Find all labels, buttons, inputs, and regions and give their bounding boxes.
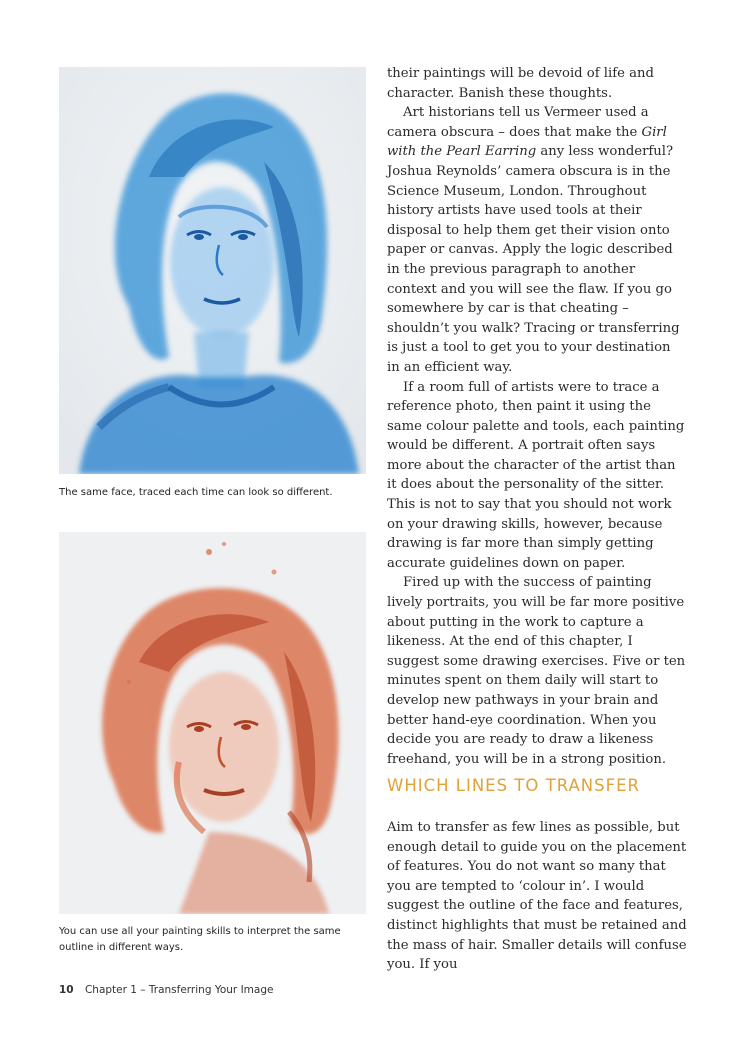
caption-first-image: The same face, traced each time can look so different. <box>59 487 333 498</box>
orange-portrait-image <box>59 532 366 914</box>
caption-second-line1: You can use all your painting skills to interpret the same <box>59 926 341 937</box>
body-text-lower <box>387 818 687 975</box>
orange-portrait-illustration <box>59 532 366 914</box>
chapter-title: Chapter 1 – Transferring Your Image <box>84 984 274 996</box>
blue-portrait-image <box>59 67 366 474</box>
page-footer <box>59 984 273 996</box>
painting-title: Girl with the Pearl Earring <box>387 124 667 160</box>
paragraph-5: Aim to transfer as few lines as possible, but enough detail to guide you on the placement of features. You do not want so many that you are tempted to ‘colour in’. I would suggest the outline of the face and features, distinct highlights that must be retained and the mass of hair. Smaller details will confuse you. If you <box>387 820 687 973</box>
paragraph-2-start: Art historians tell us Vermeer used a camera obscura – does that make the <box>387 105 649 140</box>
paragraph-3: If a room full of artists were to trace a reference photo, then paint it using the same colour palette and tools, each painting would be different. A portrait often says more about the character of the artist than it does about the personality of the sitter. This is not to say that you should not work on your drawing skills, however, because drawing is far more than simply getting accurate guidelines down on paper. <box>387 379 685 571</box>
paragraph-2 <box>387 103 687 377</box>
paragraph-4: Fired up with the success of painting lively portraits, you will be far more positive about putting in the work to capture a likeness. At the end of this chapter, I suggest some drawing exercises. Five or ten minutes spent on them daily will start to develop new pathways in your brain and better hand-eye coordination. When you decide you are ready to draw a likeness freehand, you will be in a strong position. <box>387 575 686 767</box>
blue-portrait-illustration <box>59 67 366 474</box>
caption-second-line2: outline in different ways. <box>59 942 184 953</box>
page-number: 10 <box>59 984 74 996</box>
paragraph-2-end: any less wonderful? Joshua Reynolds’ camera obscura is in the Science Museum, London. Throughout history artists have used tools at their disposal to help them get their vision onto paper or canvas. Apply the logic described in the previous paragraph to another context and you will see the flaw. If you go somewhere by car is that cheating – shouldn’t you walk? Tracing or transferring is just a tool to get you to your destination in an efficient way. <box>387 144 680 375</box>
section-heading: WHICH LINES TO TRANSFER <box>387 776 640 795</box>
caption-second-image <box>59 924 359 956</box>
paragraph-1: their paintings will be devoid of life and character. Banish these thoughts. <box>387 66 654 101</box>
body-text-upper <box>387 64 687 769</box>
